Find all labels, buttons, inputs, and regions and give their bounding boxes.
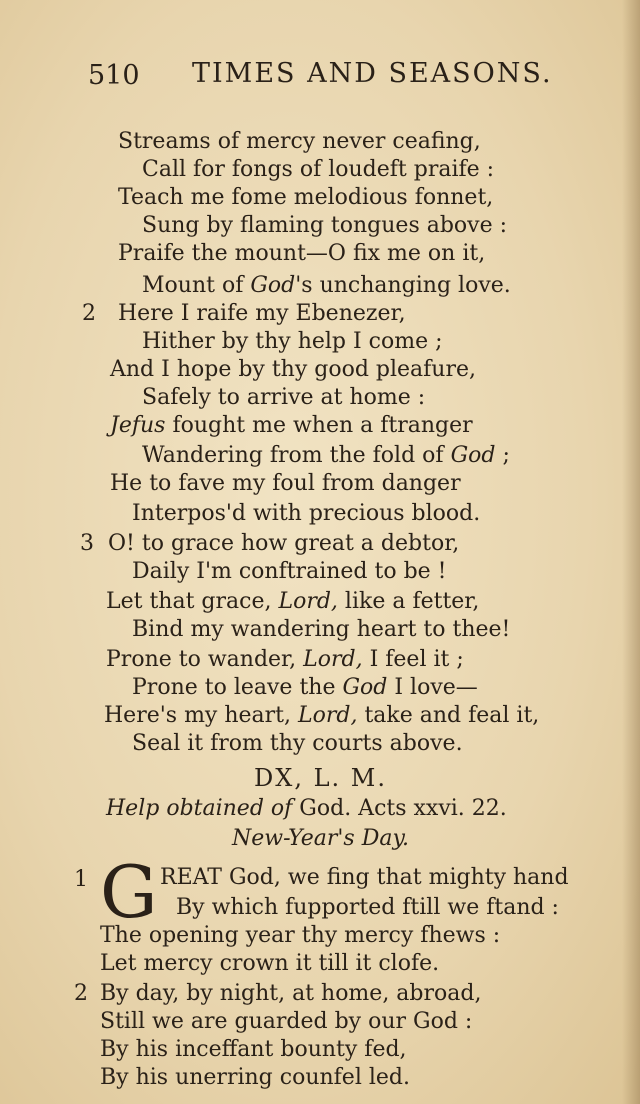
hymn-line: Seal it from thy courts above.: [132, 731, 463, 756]
page-number: 510: [88, 60, 140, 91]
hymn-title: DX, L. M.: [254, 764, 387, 792]
stanza-number: 2: [82, 301, 96, 326]
hymn-line: Call for fongs of loudeft praife :: [142, 157, 495, 182]
hymn-line: By day, by night, at home, abroad,: [100, 981, 482, 1006]
hymn-line: O! to grace how great a debtor,: [108, 531, 460, 556]
hymn-line: REAT God, we fing that mighty hand: [160, 865, 569, 890]
hymn-line: He to fave my foul from danger: [110, 471, 461, 496]
hymn-line: Let that grace, Lord, like a fetter,: [106, 589, 480, 614]
hymn-line: Teach me fome melodious fonnet,: [118, 185, 494, 210]
hymn-line: Prone to wander, Lord, I feel it ;: [106, 647, 464, 672]
hymn-line: Bind my wandering heart to thee!: [132, 617, 511, 642]
hymn-line: Hither by thy help I come ;: [142, 329, 443, 354]
hymn-line: The opening year thy mercy fhews :: [100, 923, 501, 948]
hymn-line: Praife the mount—O fix me on it,: [118, 241, 486, 266]
hymn-line: Mount of God's unchanging love.: [142, 273, 511, 298]
page-header: [88, 58, 608, 98]
stanza-number: 2: [74, 981, 88, 1006]
hymn-line: Here's my heart, Lord, take and feal it,: [104, 703, 540, 728]
hymn-line: Wandering from the fold of God ;: [142, 443, 510, 468]
hymn-subtitle: Help obtained of God. Acts xxvi. 22.: [106, 796, 507, 821]
hymn-line: Here I raife my Ebenezer,: [118, 301, 406, 326]
hymn-line: Streams of mercy never ceafing,: [118, 129, 481, 154]
hymn-line: Still we are guarded by our God :: [100, 1009, 473, 1034]
drop-cap: G: [100, 850, 158, 934]
hymn-occasion: New-Year's Day.: [232, 826, 409, 851]
running-head: TIMES AND SEASONS.: [192, 58, 553, 89]
hymn-line: Let mercy crown it till it clofe.: [100, 951, 440, 976]
stanza-number: 1: [74, 867, 88, 892]
hymn-line: Interpos'd with precious blood.: [132, 501, 481, 526]
hymn-line: Sung by flaming tongues above :: [142, 213, 508, 238]
hymn-line: And I hope by thy good pleafure,: [110, 357, 477, 382]
stanza-number: 3: [80, 531, 94, 556]
hymn-line: Prone to leave the God I love—: [132, 675, 478, 700]
hymn-line: Jefus fought me when a ftranger: [110, 413, 473, 438]
hymn-line: Daily I'm conftrained to be !: [132, 559, 447, 584]
page-gutter-shadow: [622, 0, 640, 1104]
hymn-line: Safely to arrive at home :: [142, 385, 426, 410]
hymn-line: By his inceffant bounty fed,: [100, 1037, 407, 1062]
hymn-line: By which fupported ftill we ftand :: [176, 895, 559, 920]
hymn-line: By his unerring counfel led.: [100, 1065, 410, 1090]
